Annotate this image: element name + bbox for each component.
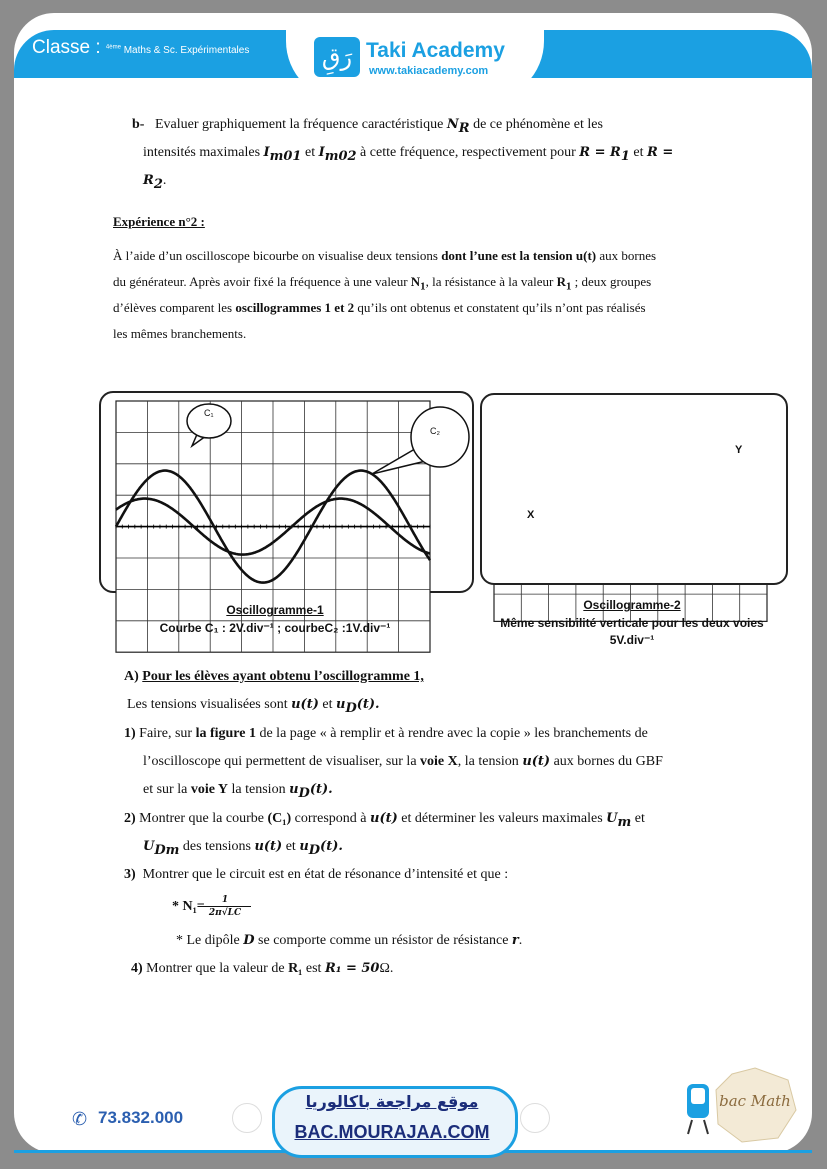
var-r-sub: 2 <box>153 176 163 192</box>
text: Faire, sur <box>139 726 193 741</box>
var-ud-sub: D <box>308 842 321 858</box>
part-b-marker: b- <box>132 117 145 132</box>
footer-url[interactable]: BAC.MOURAJAA.COM <box>294 1122 490 1142</box>
var-u: u(t) <box>370 811 398 826</box>
text: des tensions <box>182 839 251 854</box>
var-r: R <box>143 173 154 188</box>
experience-p4: les mêmes branchements. <box>113 326 247 341</box>
var-im02-sub: m02 <box>324 148 357 164</box>
oscillogram-1-title: Oscillogramme-1 <box>226 603 324 617</box>
q1-line3 <box>143 776 333 808</box>
q3-line3 <box>176 927 522 955</box>
text: R₁ <box>288 961 303 976</box>
classe-title: Classe : <box>32 37 101 58</box>
var-um: U <box>606 811 618 826</box>
var-r: r <box>511 933 519 948</box>
text: intensités maximales <box>143 145 261 160</box>
mascot-icon <box>684 1078 714 1138</box>
var-d: D <box>243 933 255 948</box>
text: À l’aide d’un oscilloscope bicourbe on visualise deux tensions <box>113 248 438 263</box>
text: 1 <box>566 280 572 293</box>
text: et <box>304 145 316 160</box>
text: Montrer que la courbe <box>139 811 264 826</box>
text: qu’ils ont obtenus et constatent qu’ils n’ont pas réalisés <box>357 300 646 315</box>
var-u: u(t) <box>291 697 319 712</box>
var-nr-sub: R <box>458 120 470 136</box>
var-udm: U <box>143 839 155 854</box>
var-ud-sub: D <box>345 700 357 716</box>
text: N <box>410 274 421 289</box>
var-u: u(t) <box>522 754 551 769</box>
footer-arabic[interactable]: موقع مراجعة باكالوريا <box>305 1092 479 1111</box>
bubble-y-label: Y <box>735 444 743 456</box>
section-a-intro <box>127 691 380 723</box>
text: aux bornes du GBF <box>553 754 663 769</box>
bubble-c2-label: C₂ <box>430 426 440 436</box>
text: , la résistance à la valeur <box>425 274 554 289</box>
q3-line1 <box>124 861 508 889</box>
eq1-sub: 1 <box>620 148 630 164</box>
text: et <box>285 839 296 854</box>
q4-line <box>131 955 393 983</box>
text: correspond à <box>294 811 367 826</box>
eq-r1: R₁ = 50 <box>324 961 380 976</box>
text: et <box>634 811 645 826</box>
var-ud-t: (t). <box>356 697 380 712</box>
text: aux bornes <box>599 248 657 263</box>
text: l’oscilloscope qui permettent de visualiser, sur la <box>143 754 417 769</box>
bubble-c1-label: C₁ <box>204 408 214 418</box>
text: et sur la <box>143 782 188 797</box>
school-badge-icon <box>520 1103 550 1133</box>
oscillogram-2-title: Oscillogramme-2 <box>583 598 681 612</box>
brand-url: www.takiacademy.com <box>369 65 489 77</box>
classe-sup: 4ème <box>105 44 121 51</box>
oscillogram-2-caption1: Même sensibilité verticale pour les deux voies <box>500 616 764 630</box>
text: est <box>305 961 322 976</box>
text: 2) <box>124 811 136 826</box>
var-im01-sub: m01 <box>269 148 302 164</box>
text: Montrer que la valeur de <box>146 961 285 976</box>
text: Pour les élèves ayant obtenu l’oscillogramme 1, <box>142 669 424 684</box>
text: à cette fréquence, respectivement pour <box>360 145 576 160</box>
text: Evaluer graphiquement la fréquence caractéristique <box>154 117 444 132</box>
text: * N₁= <box>172 899 205 914</box>
text: la figure 1 <box>195 726 256 741</box>
var-ud: u <box>289 782 299 797</box>
var-im02: I <box>318 145 325 160</box>
var-im01: I <box>263 145 270 160</box>
var-ud-t: (t). <box>309 782 333 797</box>
var-udm-sub: Dm <box>154 842 180 858</box>
text: , la tension <box>457 754 519 769</box>
bacmath-text: bac Math <box>719 1092 791 1110</box>
text: Les tensions visualisées sont <box>127 697 288 712</box>
q1-line2 <box>143 748 663 776</box>
text: A) <box>124 669 139 684</box>
var-ud-sub: D <box>298 785 310 801</box>
fraction-denominator: 2π√LC <box>208 908 242 918</box>
oscillogram-2-caption2: 5V.div⁻¹ <box>609 633 655 647</box>
oscillogram-2-frame <box>480 393 788 585</box>
var-u: u(t) <box>254 839 283 854</box>
text: oscillogrammes 1 et 2 <box>235 300 355 315</box>
text: R <box>556 274 566 289</box>
q1-line1 <box>124 720 648 748</box>
var-um-sub: m <box>617 814 632 830</box>
var-ud: u <box>299 839 309 854</box>
text: dont l’une est la tension u(t) <box>441 248 597 263</box>
var-ud: u <box>335 697 346 712</box>
text: (C₁) <box>267 811 292 826</box>
eq2: R = <box>646 145 674 160</box>
section-a-heading <box>124 663 424 691</box>
text: se comporte comme un résistor de résistance <box>258 933 509 948</box>
text: et <box>322 697 333 712</box>
classe-section: Maths & Sc. Expérimentales <box>123 45 250 56</box>
var-nr: N <box>446 117 459 132</box>
brand-name: Taki Academy <box>366 39 505 62</box>
text: . <box>162 173 167 188</box>
fraction-numerator: 1 <box>199 894 251 907</box>
bubble-c2 <box>411 407 469 467</box>
text: * Le dipôle <box>176 933 240 948</box>
text: la tension <box>231 782 286 797</box>
text: voie X <box>420 754 458 769</box>
text: et <box>633 145 644 160</box>
text: voie Y <box>190 782 229 797</box>
text: 1) <box>124 726 136 741</box>
experience-title: Expérience n°2 : <box>113 214 205 229</box>
text: ; deux groupes <box>574 274 652 289</box>
text: du générateur. Après avoir fixé la fréquence à une valeur <box>113 274 408 289</box>
var-ud-t: (t). <box>320 839 343 854</box>
logo-glyph: رَقِ <box>321 43 353 71</box>
q3-fraction <box>199 894 251 920</box>
text: 4) <box>131 961 143 976</box>
text: 3) <box>124 867 136 882</box>
text: de ce phénomène et les <box>473 117 603 132</box>
school-badge-icon <box>232 1103 262 1133</box>
text: 1 <box>420 280 426 293</box>
footer-phone: 73.832.000 <box>98 1108 184 1127</box>
text: de la page « à remplir et à rendre avec la copie » les branchements de <box>259 726 648 741</box>
bubble-x-label: X <box>527 509 535 521</box>
text: Montrer que le circuit est en état de résonance d’intensité et que : <box>142 867 509 882</box>
phone-icon: ✆ <box>72 1109 88 1129</box>
oscillogram-1-caption: Courbe C₁ : 2V.div⁻¹ ; courbeC₂ :1V.div⁻¹ <box>159 621 391 635</box>
text: et déterminer les valeurs maximales <box>401 811 603 826</box>
text: d’élèves comparent les <box>113 300 233 315</box>
text: Ω. <box>379 961 394 976</box>
text: . <box>518 933 523 948</box>
eq1: R = R <box>579 145 621 160</box>
